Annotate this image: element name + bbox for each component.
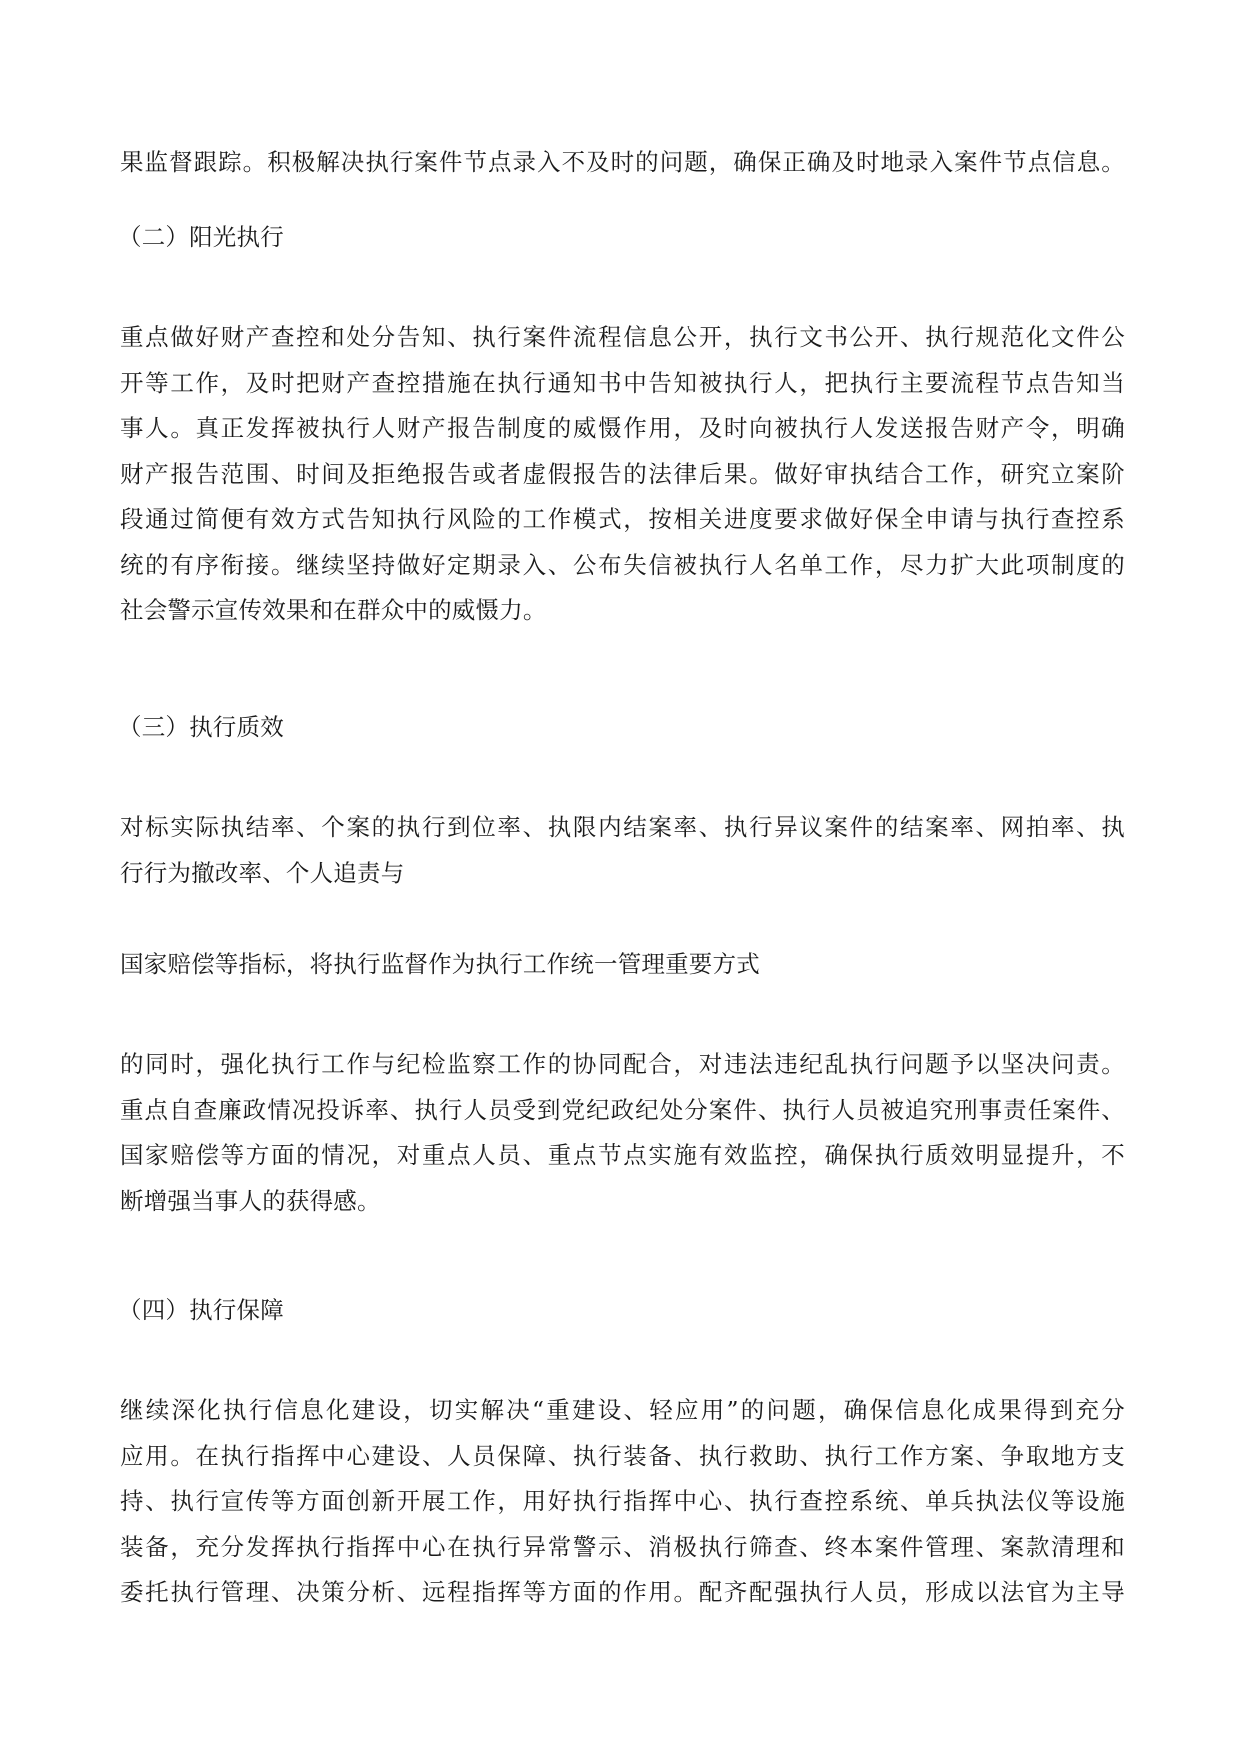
paragraph-sunshine-execution (120, 315, 1125, 634)
heading-text: （三）执行质效 (118, 713, 284, 741)
text-line: 段通过简便有效方式告知执行风险的工作模式，按相关进度要求做好保全申请与执行查控系 (120, 505, 1125, 533)
text-line: 继续深化执行信息化建设，切实解决“重建设、轻应用”的问题，确保信息化成果得到充分 (120, 1396, 1125, 1424)
text-line: 应用。在执行指挥中心建设、人员保障、执行装备、执行救助、执行工作方案、争取地方支 (120, 1441, 1125, 1470)
heading-text: （二）阳光执行 (118, 223, 284, 251)
paragraph-execution-guarantee (120, 1388, 1125, 1616)
text-line: 重点自查廉政情况投诉率、执行人员受到党纪政纪处分案件、执行人员被追究刑事责任案件、 (120, 1095, 1125, 1124)
section-heading-sunshine-execution (118, 222, 1123, 252)
text-line: 果监督跟踪。积极解决执行案件节点录入不及时的问题，确保正确及时地录入案件节点信息。 (120, 148, 1125, 176)
text-line: 开等工作，及时把财产查控措施在执行通知书中告知被执行人，把执行主要流程节点告知当 (120, 368, 1125, 397)
heading-text: （四）执行保障 (118, 1296, 284, 1324)
text-line: 断增强当事人的获得感。 (120, 1186, 381, 1215)
text-line: 装备，充分发挥执行指挥中心在执行异常警示、消极执行筛查、终本案件管理、案款清理和 (120, 1532, 1125, 1561)
text-line: 财产报告范围、时间及拒绝报告或者虚假报告的法律后果。做好审执结合工作，研究立案阶 (120, 459, 1125, 488)
text-line: 社会警示宣传效果和在群众中的威慑力。 (120, 596, 547, 624)
text-line: 的同时，强化执行工作与纪检监察工作的协同配合，对违法违纪乱执行问题予以坚决问责。 (120, 1050, 1125, 1078)
text-line: 事人。真正发挥被执行人财产报告制度的威慑作用，及时向被执行人发送报告财产令，明确 (120, 414, 1125, 442)
text-line: 国家赔偿等方面的情况，对重点人员、重点节点实施有效监控，确保执行质效明显提升，不 (120, 1141, 1125, 1169)
text-line: 持、执行宣传等方面创新开展工作，用好执行指挥中心、执行查控系统、单兵执法仪等设施 (120, 1487, 1125, 1515)
paragraph-continuation (120, 140, 1125, 186)
paragraph-execution-efficiency (120, 805, 1125, 896)
text-line: 委托执行管理、决策分析、远程指挥等方面的作用。配齐配强执行人员，形成以法官为主导 (120, 1578, 1125, 1606)
paragraph-state-compensation (120, 942, 1125, 988)
section-heading-execution-efficiency (118, 712, 1123, 742)
text-line: 对标实际执结率、个案的执行到位率、执限内结案率、执行异议案件的结案率、网拍率、执 (120, 813, 1125, 841)
text-line: 重点做好财产查控和处分告知、执行案件流程信息公开，执行文书公开、执行规范化文件公 (120, 323, 1125, 351)
section-heading-execution-guarantee (118, 1295, 1123, 1325)
text-line: 统的有序衔接。继续坚持做好定期录入、公布失信被执行人名单工作，尽力扩大此项制度的 (120, 550, 1125, 579)
paragraph-discipline-coordination (120, 1042, 1125, 1224)
text-line: 行行为撤改率、个人追责与 (120, 858, 405, 887)
text-line: 国家赔偿等指标，将执行监督作为执行工作统一管理重要方式 (120, 950, 760, 978)
